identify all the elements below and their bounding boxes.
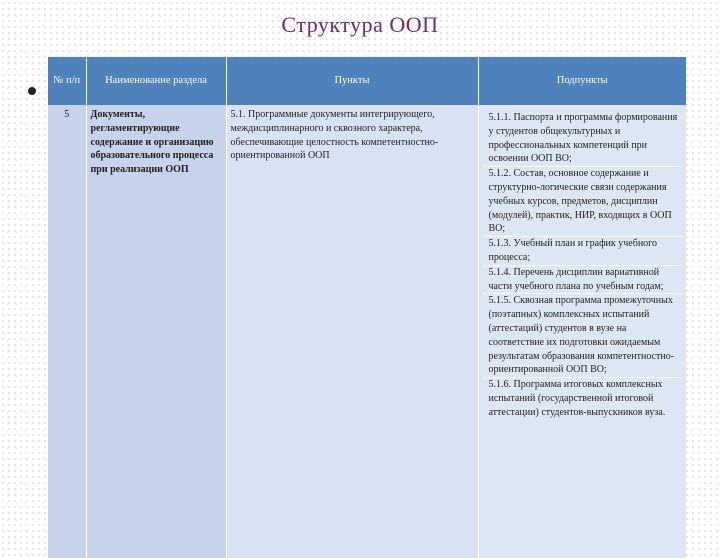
subpoint-item: [483, 294, 683, 378]
slide-title: Структура ООП: [281, 12, 439, 37]
header-points: Пункты: [226, 57, 478, 105]
subpoint-item: [483, 108, 683, 167]
subpoint-text: 5.1.2. Состав, основное содержание и структурно-логические связи содержания учебных курсов, предметов, дисциплин (модулей), практик, НИР, входящих в ООП ВО;: [488, 168, 672, 235]
subpoint-item: [483, 378, 683, 419]
subpoint-text: 5.1.1. Паспорта и программы формирования у студентов общекультурных и профессиональных компетенций при освоении ООП ВО;: [488, 112, 678, 165]
subpoint-text: 5.1.4. Перечень дисциплин вариативной части учебного плана по учебным годам;: [488, 266, 664, 292]
cell-subpoints: [478, 105, 686, 558]
header-subpoints: Подпункты: [478, 57, 686, 105]
table-header-row: [48, 57, 686, 105]
bullet-dot: [28, 87, 36, 95]
cell-num: 5: [48, 105, 86, 558]
subpoint-text: 5.1.6. Программа итоговых комплексных испытаний (государственной итоговой аттестации) студентов-выпускников вуза.: [488, 379, 666, 418]
oop-structure-table: [48, 57, 686, 558]
subpoint-item: [483, 167, 683, 237]
cell-section-name: Документы, регламентирующие содержание и организацию образовательного процесса при реализации ООП: [86, 105, 226, 558]
subpoint-text: 5.1.5. Сквозная программа промежуточных (поэтапных) комплексных испытаний (аттестаций) студентов в вузе на соответствие их подготовки ожидаемым результатам образования компетентностно-ориентированной ООП ВО;: [488, 295, 675, 376]
cell-points: 5.1. Программные документы интегрирующего, междисциплинарного и сквозного характера, обеспечивающие целостность компетентностно-ориентированной ООП: [226, 105, 478, 558]
subpoint-item: [483, 237, 683, 266]
table-row: [48, 105, 686, 558]
header-section-name: Наименование раздела: [86, 57, 226, 105]
subpoint-item: [483, 266, 683, 295]
header-num: № п/п: [48, 57, 86, 105]
subpoint-text: 5.1.3. Учебный план и график учебного процесса;: [488, 238, 658, 263]
